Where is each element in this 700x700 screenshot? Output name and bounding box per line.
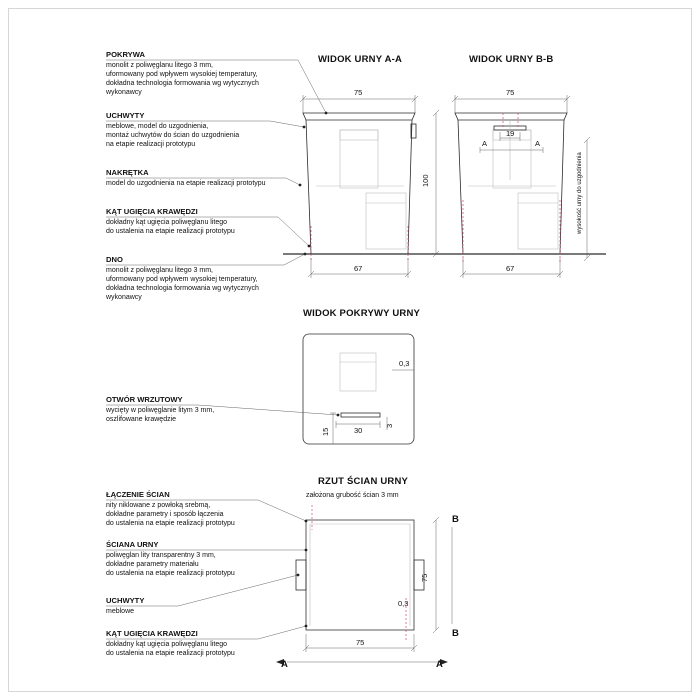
label-sciana [106,540,235,577]
label-otwor [105,395,214,423]
label-uchwyty-2 [106,596,144,615]
svg-text:UCHWYTY: UCHWYTY [106,111,145,120]
svg-text:meblowe: meblowe [106,608,135,615]
dim-bb-slot: 19 [506,129,515,138]
svg-text:ŚCIANA URNY: ŚCIANA URNY [106,540,159,549]
svg-text:poliwęglan lity transparentny: poliwęglan lity transparentny 3 mm, [106,552,216,559]
dim-lid-slot-width: 30 [354,426,363,435]
svg-text:wykonawcy: wykonawcy [106,294,142,301]
dim-aa-height: 100 [421,174,430,187]
dim-plan-thickness: 0,3 [398,599,409,608]
section-a-plan-left: A [281,659,289,670]
svg-text:meblowe, model do uzgodnienia,: meblowe, model do uzgodnienia, [106,123,209,130]
svg-text:do ustalenia na etapie realiza: do ustalenia na etapie realizacji prototypu [106,650,235,657]
svg-text:model do uzgodnienia na etapie: model do uzgodnienia na etapie realizacji prototypu [106,180,266,187]
label-nakretka [106,168,266,187]
svg-text:KĄT UGIĘCIA KRAWĘDZI: KĄT UGIĘCIA KRAWĘDZI [106,207,198,216]
dim-aa-bottom: 67 [354,264,363,273]
dim-bb-height-note: wysokość urny do uzgodnienia [577,152,583,234]
svg-text:NAKRĘTKA: NAKRĘTKA [106,168,149,177]
label-laczenie [106,490,235,527]
svg-text:do ustalenia na etapie realiza: do ustalenia na etapie realizacji prototypu [106,570,235,577]
svg-text:monolit z poliwęglanu litego 3: monolit z poliwęglanu litego 3 mm, [106,267,213,274]
title-view-bb: WIDOK URNY B-B [469,54,554,65]
svg-text:dokładna technologia formowani: dokładna technologia formowania wg wytycznych [106,80,259,87]
subtitle-wall-plan: założona grubość ścian 3 mm [306,492,399,499]
svg-text:oszlifowane krawędzie: oszlifowane krawędzie [106,416,177,423]
section-a-left: A [482,139,488,148]
svg-text:wykonawcy: wykonawcy [106,89,142,96]
svg-text:KĄT UGIĘCIA KRAWĘDZI: KĄT UGIĘCIA KRAWĘDZI [106,629,198,638]
svg-text:na etapie realizacji prototypu: na etapie realizacji prototypu [106,141,196,148]
svg-text:dokładny kąt ugięcia poliwęgla: dokładny kąt ugięcia poliwęglanu litego [106,641,228,648]
title-lid-view: WIDOK POKRYWY URNY [303,308,421,319]
section-a-right: A [535,139,541,148]
label-kat-ugiecia-2 [106,629,235,657]
dim-aa-top: 75 [354,88,363,97]
svg-text:POKRYWA: POKRYWA [106,50,145,59]
section-b-top: B [452,514,460,525]
label-uchwyty [106,111,239,148]
title-view-aa: WIDOK URNY A-A [318,54,403,65]
svg-text:montaż uchwytów do ścian do uz: montaż uchwytów do ścian do uzgodnienia [106,132,240,139]
dim-bb-bottom: 67 [506,264,515,273]
svg-text:wycięty w poliwęglanie litym 3: wycięty w poliwęglanie litym 3 mm, [106,407,215,414]
label-kat-ugiecia-1 [106,207,235,235]
section-a-plan-right: A [436,659,444,670]
svg-text:DNO: DNO [106,255,123,264]
section-b-bottom: B [452,628,460,639]
dim-bb-top: 75 [506,88,515,97]
label-dno [105,255,259,301]
dim-plan-height: 75 [420,573,429,582]
svg-text:dokładne parametry materiału: dokładne parametry materiału [106,561,199,568]
svg-text:dokładne parametry i sposób łą: dokładne parametry i sposób łączenia [106,511,224,518]
title-wall-plan: RZUT ŚCIAN URNY [318,476,409,487]
dim-lid-thickness: 0,3 [399,359,410,368]
dim-lid-slot-height: 15 [321,427,330,436]
svg-text:ŁĄCZENIE ŚCIAN: ŁĄCZENIE ŚCIAN [106,490,170,499]
svg-text:uformowany pod wpływem wysokie: uformowany pod wpływem wysokiej temperatury, [106,71,258,78]
svg-text:do ustalenia na etapie realiza: do ustalenia na etapie realizacji prototypu [106,228,235,235]
svg-text:nity niklowane z powłoką srebm: nity niklowane z powłoką srebmą, [106,502,211,509]
svg-text:UCHWYTY: UCHWYTY [106,596,145,605]
svg-text:OTWÓR WRZUTOWY: OTWÓR WRZUTOWY [106,395,183,404]
dim-plan-width: 75 [356,638,365,647]
dim-lid-slot-offset: 3 [385,423,394,428]
svg-text:monolit z poliwęglanu litego 3: monolit z poliwęglanu litego 3 mm, [106,62,213,69]
label-pokrywa [105,50,259,96]
view-bb-drawing [452,95,590,278]
svg-text:dokładny kąt ugięcia poliwęgla: dokładny kąt ugięcia poliwęglanu litego [106,219,228,226]
svg-text:uformowany pod wpływem wysokie: uformowany pod wpływem wysokiej temperatury, [106,276,258,283]
view-aa-drawing [283,95,606,278]
svg-text:do ustalenia na etapie realiza: do ustalenia na etapie realizacji prototypu [106,520,235,527]
svg-text:dokładna technologia formowani: dokładna technologia formowania wg wytycznych [106,285,259,292]
